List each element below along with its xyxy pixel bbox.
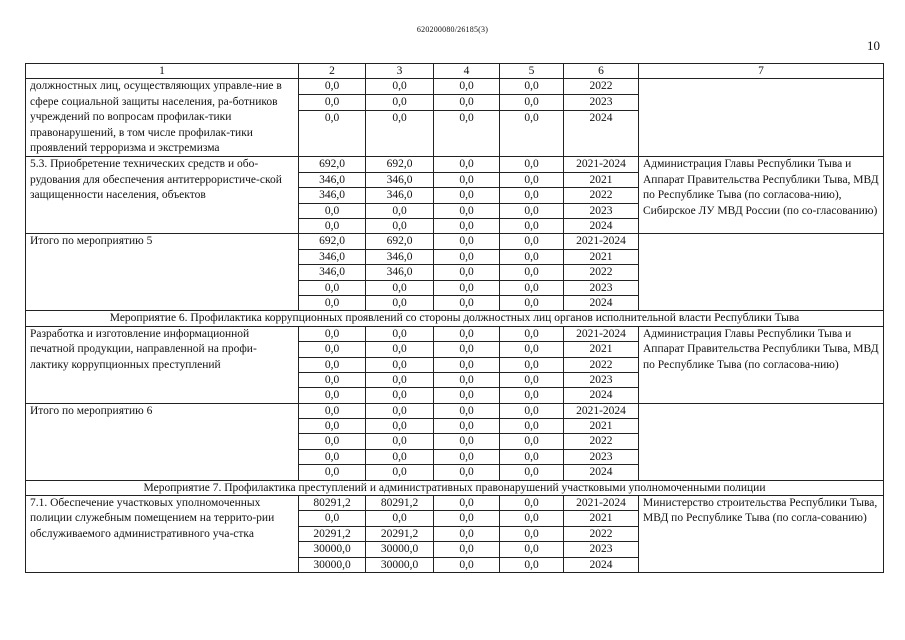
year-cell: 2024 [564, 557, 639, 572]
amount-cell: 0,0 [366, 342, 434, 357]
amount-cell: 346,0 [366, 249, 434, 264]
amount-cell: 0,0 [500, 157, 564, 172]
item-6-responsible: Администрация Главы Республики Тыва и Аппарат Правительства Республики Тыва, МВД по Республике Тыва (по согласова-нию) [639, 326, 884, 403]
amount-cell: 0,0 [299, 111, 366, 157]
amount-cell: 0,0 [434, 79, 500, 95]
amount-cell: 0,0 [366, 295, 434, 310]
amount-cell: 0,0 [434, 542, 500, 557]
amount-cell: 0,0 [434, 203, 500, 218]
item-5-3-responsible: Администрация Главы Республики Тыва и Аппарат Правительства Республики Тыва, МВД по Республике Тыва (по согласова-нию), Сибирское ЛУ МВД России (по со-гласованию) [639, 157, 884, 234]
continuation-description: должностных лиц, осуществляющих управле-ние в сфере социальной защиты населения, ра-ботников учреждений по вопросам профилак-тики правонарушений, в том числе профилак-тики проявлений терроризма и экстремизма [26, 79, 299, 157]
year-cell: 2023 [564, 542, 639, 557]
amount-cell: 0,0 [434, 218, 500, 233]
year-cell: 2023 [564, 95, 639, 111]
year-cell: 2024 [564, 465, 639, 480]
amount-cell: 0,0 [434, 157, 500, 172]
document-id: 620200080/26185(3) [416, 25, 489, 34]
amount-cell: 20291,2 [366, 526, 434, 541]
amount-cell: 0,0 [434, 188, 500, 203]
amount-cell: 0,0 [299, 357, 366, 372]
amount-cell: 0,0 [299, 326, 366, 341]
year-cell: 2021 [564, 172, 639, 187]
amount-cell: 0,0 [299, 403, 366, 418]
amount-cell: 0,0 [500, 449, 564, 464]
amount-cell: 0,0 [434, 419, 500, 434]
amount-cell: 346,0 [299, 249, 366, 264]
amount-cell: 0,0 [366, 449, 434, 464]
amount-cell: 0,0 [366, 511, 434, 526]
year-cell: 2021 [564, 249, 639, 264]
amount-cell: 692,0 [366, 157, 434, 172]
amount-cell: 0,0 [434, 465, 500, 480]
item-6-row [26, 326, 884, 341]
page-number: 10 [867, 38, 880, 53]
amount-cell: 0,0 [299, 95, 366, 111]
amount-cell: 0,0 [500, 172, 564, 187]
amount-cell: 0,0 [366, 465, 434, 480]
header-row [26, 64, 884, 79]
amount-cell: 0,0 [434, 449, 500, 464]
continuation-row [26, 79, 884, 95]
year-cell: 2021 [564, 511, 639, 526]
amount-cell: 0,0 [434, 372, 500, 387]
amount-cell: 346,0 [299, 188, 366, 203]
amount-cell: 0,0 [299, 465, 366, 480]
amount-cell: 0,0 [500, 95, 564, 111]
year-cell: 2021 [564, 342, 639, 357]
amount-cell: 80291,2 [366, 496, 434, 511]
amount-cell: 0,0 [299, 372, 366, 387]
amount-cell: 0,0 [299, 280, 366, 295]
amount-cell: 0,0 [500, 79, 564, 95]
amount-cell: 0,0 [434, 95, 500, 111]
amount-cell: 692,0 [299, 234, 366, 249]
amount-cell: 0,0 [500, 326, 564, 341]
amount-cell: 0,0 [500, 434, 564, 449]
amount-cell: 0,0 [500, 265, 564, 280]
amount-cell: 0,0 [500, 465, 564, 480]
amount-cell: 0,0 [500, 234, 564, 249]
amount-cell: 0,0 [366, 111, 434, 157]
program-table [25, 63, 884, 573]
amount-cell: 0,0 [434, 388, 500, 403]
amount-cell: 346,0 [366, 172, 434, 187]
amount-cell: 0,0 [500, 542, 564, 557]
amount-cell: 0,0 [366, 280, 434, 295]
amount-cell: 30000,0 [299, 557, 366, 572]
amount-cell: 0,0 [434, 111, 500, 157]
amount-cell: 0,0 [500, 496, 564, 511]
amount-cell: 0,0 [434, 249, 500, 264]
amount-cell: 0,0 [366, 326, 434, 341]
col-header-1: 1 [26, 64, 299, 79]
amount-cell: 0,0 [299, 434, 366, 449]
amount-cell: 0,0 [500, 388, 564, 403]
year-cell: 2021 [564, 419, 639, 434]
year-cell: 2021-2024 [564, 496, 639, 511]
year-cell: 2022 [564, 188, 639, 203]
year-cell: 2021-2024 [564, 403, 639, 418]
amount-cell: 0,0 [366, 419, 434, 434]
amount-cell: 692,0 [366, 234, 434, 249]
total-5-responsible [639, 234, 884, 311]
amount-cell: 0,0 [366, 218, 434, 233]
col-header-4: 4 [434, 64, 500, 79]
total-5-row [26, 234, 884, 249]
amount-cell: 346,0 [299, 172, 366, 187]
item-6-description: Разработка и изготовление информационной печатной продукции, направленной на профи-лактику коррупционных преступлений [26, 326, 299, 403]
amount-cell: 0,0 [299, 419, 366, 434]
amount-cell: 0,0 [500, 419, 564, 434]
amount-cell: 0,0 [500, 218, 564, 233]
year-cell: 2022 [564, 79, 639, 95]
program-table-body [26, 64, 884, 573]
year-cell: 2021-2024 [564, 234, 639, 249]
continuation-responsible [639, 79, 884, 157]
amount-cell: 0,0 [434, 357, 500, 372]
amount-cell: 0,0 [366, 95, 434, 111]
amount-cell: 0,0 [299, 79, 366, 95]
year-cell: 2021-2024 [564, 326, 639, 341]
col-header-2: 2 [299, 64, 366, 79]
amount-cell: 0,0 [366, 357, 434, 372]
year-cell: 2024 [564, 295, 639, 310]
amount-cell: 0,0 [434, 280, 500, 295]
amount-cell: 346,0 [366, 188, 434, 203]
amount-cell: 80291,2 [299, 496, 366, 511]
year-cell: 2024 [564, 218, 639, 233]
year-cell: 2022 [564, 434, 639, 449]
amount-cell: 0,0 [500, 511, 564, 526]
amount-cell: 0,0 [434, 434, 500, 449]
year-cell: 2023 [564, 203, 639, 218]
amount-cell: 0,0 [500, 342, 564, 357]
amount-cell: 0,0 [500, 403, 564, 418]
amount-cell: 0,0 [434, 234, 500, 249]
amount-cell: 0,0 [366, 388, 434, 403]
item-7-1-responsible: Министерство строительства Республики Тыва, МВД по Республике Тыва (по согла-сованию) [639, 496, 884, 573]
total-6-responsible [639, 403, 884, 480]
amount-cell: 30000,0 [366, 557, 434, 572]
amount-cell: 0,0 [366, 372, 434, 387]
year-cell: 2024 [564, 388, 639, 403]
item-5-3-description: 5.3. Приобретение технических средств и обо-рудования для обеспечения антитеррористиче-ской защищенности населения, объектов [26, 157, 299, 234]
amount-cell: 0,0 [434, 326, 500, 341]
item-5-3-row [26, 157, 884, 172]
col-header-6: 6 [564, 64, 639, 79]
amount-cell: 0,0 [434, 295, 500, 310]
amount-cell: 0,0 [434, 172, 500, 187]
section-7-heading-row [26, 480, 884, 495]
amount-cell: 0,0 [434, 496, 500, 511]
item-7-1-description: 7.1. Обеспечение участковых уполномоченных полиции служебным помещением на террито-рии обслуживаемого административного уча-стка [26, 496, 299, 573]
item-7-1-row [26, 496, 884, 511]
total-6-description: Итого по мероприятию 6 [26, 403, 299, 480]
section-6-heading: Мероприятие 6. Профилактика коррупционных проявлений со стороны должностных лиц органов исполнительной власти Республики Тыва [26, 311, 884, 326]
total-5-description: Итого по мероприятию 5 [26, 234, 299, 311]
amount-cell: 0,0 [500, 188, 564, 203]
amount-cell: 0,0 [500, 557, 564, 572]
amount-cell: 0,0 [299, 449, 366, 464]
amount-cell: 0,0 [434, 403, 500, 418]
year-cell: 2024 [564, 111, 639, 157]
amount-cell: 30000,0 [366, 542, 434, 557]
amount-cell: 0,0 [299, 295, 366, 310]
amount-cell: 30000,0 [299, 542, 366, 557]
amount-cell: 0,0 [500, 372, 564, 387]
amount-cell: 0,0 [500, 357, 564, 372]
year-cell: 2023 [564, 372, 639, 387]
col-header-5: 5 [500, 64, 564, 79]
amount-cell: 0,0 [500, 526, 564, 541]
amount-cell: 0,0 [500, 203, 564, 218]
section-7-heading: Мероприятие 7. Профилактика преступлений и административных правонарушений участковыми уполномоченными полиции [26, 480, 884, 495]
section-6-heading-row [26, 311, 884, 326]
amount-cell: 0,0 [434, 526, 500, 541]
amount-cell: 0,0 [366, 203, 434, 218]
amount-cell: 0,0 [366, 79, 434, 95]
total-6-row [26, 403, 884, 418]
col-header-7: 7 [639, 64, 884, 79]
amount-cell: 0,0 [500, 295, 564, 310]
amount-cell: 0,0 [299, 203, 366, 218]
amount-cell: 0,0 [299, 388, 366, 403]
amount-cell: 0,0 [434, 265, 500, 280]
amount-cell: 0,0 [299, 342, 366, 357]
amount-cell: 0,0 [500, 280, 564, 295]
year-cell: 2022 [564, 526, 639, 541]
amount-cell: 0,0 [434, 342, 500, 357]
year-cell: 2022 [564, 357, 639, 372]
amount-cell: 0,0 [500, 111, 564, 157]
amount-cell: 0,0 [434, 511, 500, 526]
amount-cell: 20291,2 [299, 526, 366, 541]
year-cell: 2022 [564, 265, 639, 280]
amount-cell: 0,0 [299, 218, 366, 233]
year-cell: 2021-2024 [564, 157, 639, 172]
col-header-3: 3 [366, 64, 434, 79]
amount-cell: 692,0 [299, 157, 366, 172]
amount-cell: 0,0 [299, 511, 366, 526]
amount-cell: 346,0 [366, 265, 434, 280]
year-cell: 2023 [564, 449, 639, 464]
amount-cell: 0,0 [366, 403, 434, 418]
amount-cell: 0,0 [366, 434, 434, 449]
amount-cell: 346,0 [299, 265, 366, 280]
year-cell: 2023 [564, 280, 639, 295]
amount-cell: 0,0 [500, 249, 564, 264]
amount-cell: 0,0 [434, 557, 500, 572]
